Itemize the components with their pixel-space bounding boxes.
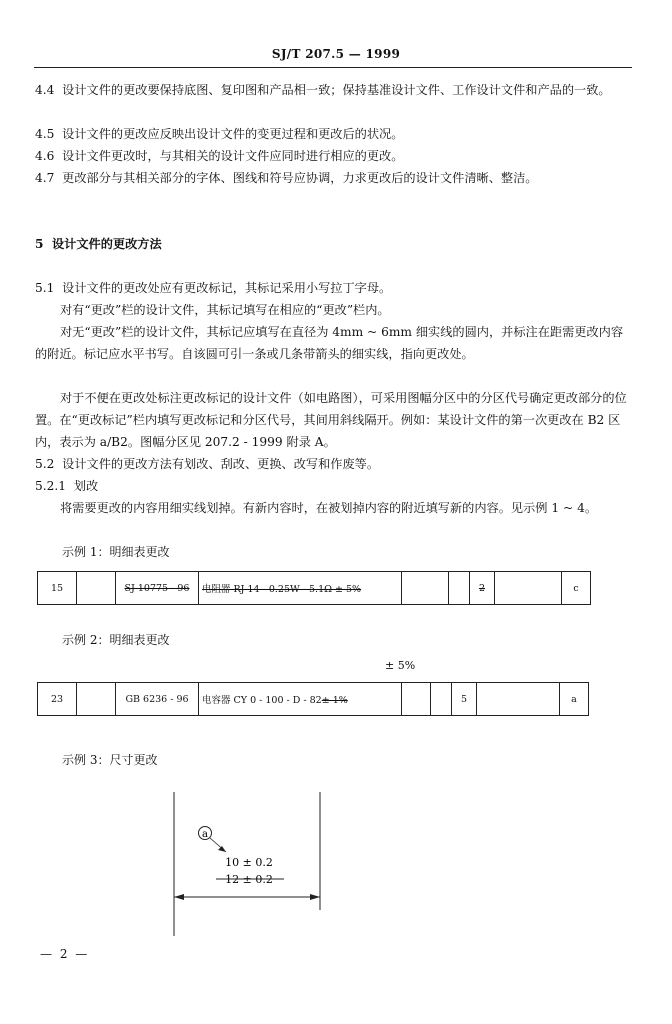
arrow-head-right-icon bbox=[310, 894, 320, 900]
new-dimension-text: 10 ± 0.2 bbox=[225, 856, 273, 869]
old-dimension-text: 12 ± 0.2 bbox=[225, 873, 273, 886]
clause-text: 设计文件的更改处应有更改标记，其标记采用小写拉丁字母。 bbox=[62, 281, 392, 295]
cell-code: SJ 10775 - 96 bbox=[116, 572, 199, 605]
header-rule bbox=[34, 67, 632, 68]
cell-qty: 2 bbox=[470, 572, 495, 605]
cell-code: GB 6236 - 96 bbox=[116, 683, 199, 716]
example-2-caption: 示例 2：明细表更改 bbox=[62, 633, 170, 647]
clause-5-1-para-3: 对于不便在更改处标注更改标记的设计文件（如电路图），可采用图幅分区中的分区代号确定更改部分的位置。在“更改标记”栏内填写更改标记和分区代号，其间用斜线隔开。例如：某设计文件的第一次更改在 B2 区内，表示为 a/B2。图幅分区见 207.2 - 1999 附录 A。 bbox=[35, 391, 627, 449]
clause-number: 4.7 bbox=[35, 171, 55, 185]
section-number: 5 bbox=[35, 237, 44, 251]
cell-blank bbox=[495, 572, 562, 605]
page-number: — 2 — bbox=[40, 947, 90, 961]
section-5-heading bbox=[35, 233, 631, 255]
arrow-head-left-icon bbox=[174, 894, 184, 900]
struck-tolerance: ± 1% bbox=[321, 695, 348, 706]
cell-mark: a bbox=[560, 683, 589, 716]
clause-5-1-para-1: 对有“更改”栏的设计文件，其标记填写在相应的“更改”栏内。 bbox=[60, 303, 390, 317]
clause-number: 5.2 bbox=[35, 457, 55, 471]
clause-number: 5.2.1 bbox=[35, 479, 67, 493]
table-row bbox=[38, 683, 589, 716]
cell-name bbox=[199, 683, 402, 716]
standard-code: SJ/T 207.5 — 1999 bbox=[271, 47, 401, 61]
cell-blank bbox=[477, 683, 560, 716]
cell-blank bbox=[402, 683, 431, 716]
clause-4-6 bbox=[35, 145, 631, 167]
clause-5-2-1 bbox=[35, 475, 631, 497]
leader-arrow-icon bbox=[218, 846, 226, 852]
cell-name-text: 电容器 CY 0 - 100 - D - 82 bbox=[202, 695, 322, 706]
clause-number: 4.6 bbox=[35, 149, 55, 163]
clause-5-2-1-para-1: 将需要更改的内容用细实线划掉。有新内容时，在被划掉内容的附近填写新的内容。见示例 1 ~ 4。 bbox=[60, 501, 598, 515]
section-title: 设计文件的更改方法 bbox=[51, 237, 162, 251]
replacement-tolerance: ± 5% bbox=[385, 659, 416, 672]
example-2-table bbox=[37, 682, 589, 716]
clause-text: 设计文件的更改方法有划改、刮改、更换、改写和作废等。 bbox=[62, 457, 380, 471]
clause-text: 设计文件更改时，与其相关的设计文件应同时进行相应的更改。 bbox=[62, 149, 404, 163]
cell-blank bbox=[77, 572, 116, 605]
clause-5-2 bbox=[35, 453, 631, 475]
clause-number: 4.5 bbox=[35, 127, 55, 141]
cell-name: 电阻器 RJ 14 - 0.25W - 5.1Ω ± 5% bbox=[199, 572, 402, 605]
cell-mark: c bbox=[562, 572, 591, 605]
cell-qty: 5 bbox=[452, 683, 477, 716]
clause-title: 划改 bbox=[73, 479, 99, 493]
clause-number: 5.1 bbox=[35, 281, 55, 295]
example-3-caption: 示例 3：尺寸更改 bbox=[62, 753, 158, 767]
cell-blank bbox=[77, 683, 116, 716]
clause-5-1-para-2: 对无“更改”栏的设计文件，其标记应填写在直径为 4mm ~ 6mm 细实线的圆内，并标注在距需更改内容的附近。标记应水平书写。自该圆可引一条或几条带箭头的细实线，指向更改处。 bbox=[35, 325, 624, 361]
cell-seq: 15 bbox=[38, 572, 77, 605]
clause-text: 设计文件的更改要保持底图、复印图和产品相一致；保持基准设计文件、工作设计文件和产品的一致。 bbox=[62, 83, 611, 97]
clause-4-7 bbox=[35, 167, 631, 189]
clause-4-4 bbox=[35, 79, 631, 101]
table-row bbox=[38, 572, 591, 605]
dimension-drawing bbox=[160, 780, 350, 940]
clause-number: 4.4 bbox=[35, 83, 55, 97]
example-1-table bbox=[37, 571, 591, 605]
clause-4-5 bbox=[35, 123, 631, 145]
cell-seq: 23 bbox=[38, 683, 77, 716]
example-1-caption: 示例 1：明细表更改 bbox=[62, 545, 170, 559]
cell-blank bbox=[402, 572, 449, 605]
cell-blank bbox=[431, 683, 452, 716]
change-mark-letter: a bbox=[202, 829, 208, 840]
cell-blank bbox=[449, 572, 470, 605]
clause-text: 设计文件的更改应反映出设计文件的变更过程和更改后的状况。 bbox=[62, 127, 404, 141]
clause-5-1 bbox=[35, 277, 631, 299]
clause-text: 更改部分与其相关部分的字体、图线和符号应协调，力求更改后的设计文件清晰、整洁。 bbox=[62, 171, 538, 185]
